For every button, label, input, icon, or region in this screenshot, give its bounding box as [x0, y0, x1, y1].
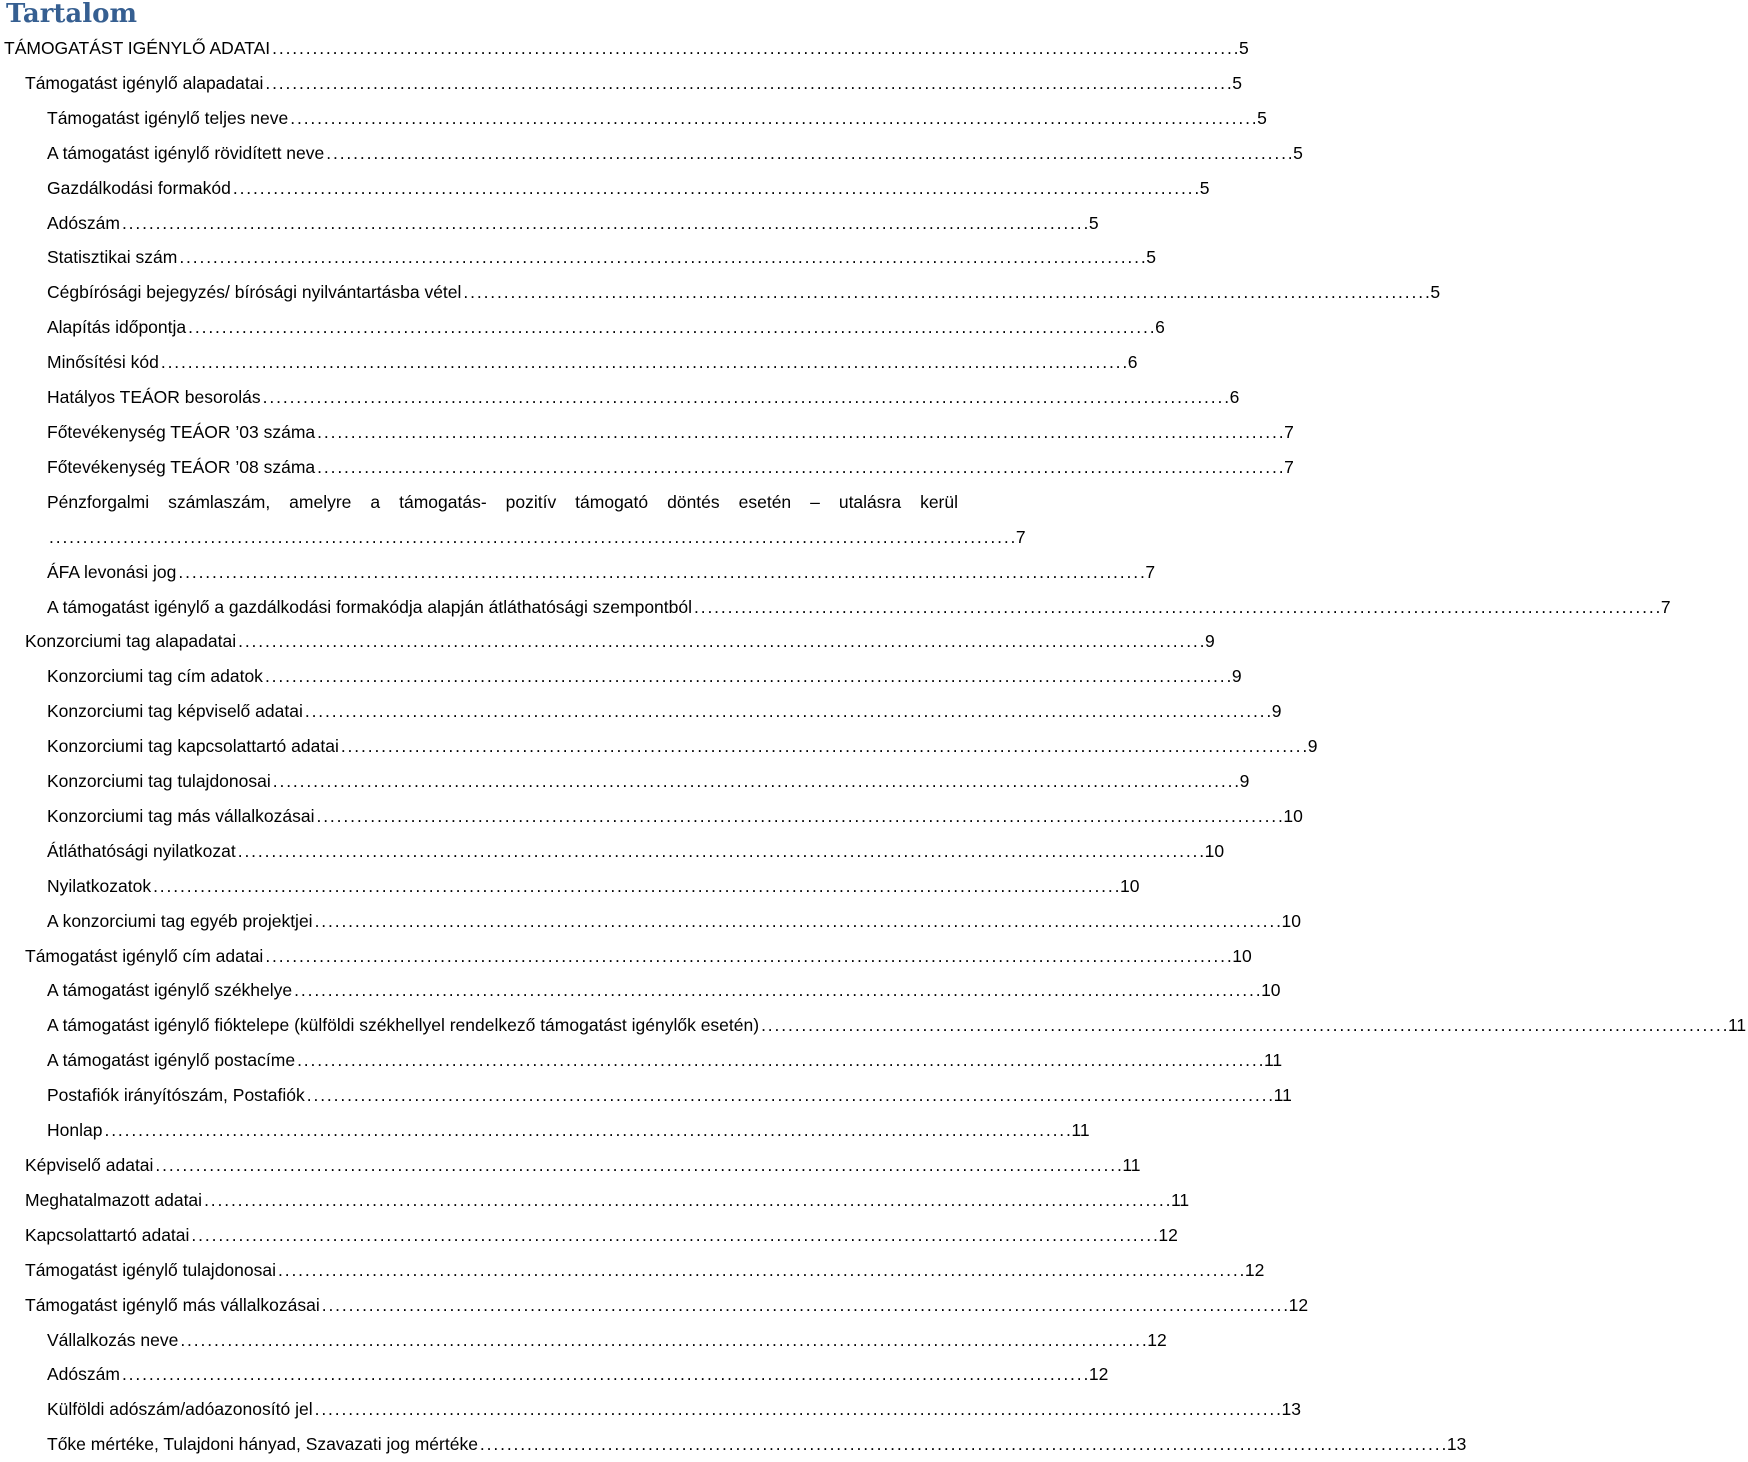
toc-entry[interactable] — [0, 624, 1215, 659]
toc-entry[interactable] — [0, 1078, 1292, 1113]
toc-entry-label: Konzorciumi tag tulajdonosai — [47, 771, 271, 792]
toc-entry-page-number: 6 — [1229, 387, 1240, 408]
dot-leader — [120, 206, 1087, 241]
toc-entry-page-number: 5 — [1257, 107, 1267, 128]
dot-leader — [292, 973, 1259, 1008]
dot-leader — [263, 659, 1230, 694]
toc-entry[interactable] — [0, 973, 1281, 1008]
toc-entry-page-number: 11 — [1273, 1085, 1292, 1106]
dot-leader — [314, 799, 1281, 834]
dot-leader — [303, 694, 1270, 729]
toc-entry[interactable] — [0, 869, 1140, 904]
dot-leader — [478, 1427, 1445, 1462]
toc-entry[interactable] — [0, 31, 1249, 66]
toc-entry-label: Kapcsolattartó adatai — [25, 1224, 190, 1245]
toc-entry-label: TÁMOGATÁST IGÉNYLŐ ADATAI — [4, 38, 271, 58]
toc-entry[interactable] — [0, 939, 1252, 974]
toc-entry-page-number: 13 — [1281, 1399, 1301, 1420]
toc-entry-page-number: 9 — [1271, 701, 1282, 722]
dot-leader — [261, 380, 1228, 415]
toc-entry-page-number: 12 — [1288, 1294, 1309, 1315]
toc-entry-label: Konzorciumi tag más vállalkozásai — [47, 805, 315, 826]
toc-entry-page-number: 11 — [1728, 1015, 1747, 1036]
toc-entry-label: Képviselő adatai — [25, 1155, 154, 1176]
dot-leader — [305, 1078, 1272, 1113]
dot-leader — [202, 1183, 1169, 1218]
dot-leader — [177, 240, 1144, 275]
toc-entry-label: Konzorciumi tag kapcsolattartó adatai — [47, 736, 339, 757]
toc-entry[interactable] — [0, 694, 1282, 729]
toc-entry[interactable] — [0, 1253, 1265, 1288]
toc-entry[interactable] — [0, 1183, 1190, 1218]
toc-entry-label: Postafiók irányítószám, Postafiók — [47, 1085, 305, 1106]
toc-entry-page-number: 5 — [1232, 72, 1243, 93]
toc-entry-label: Főtevékenység TEÁOR ’03 száma — [47, 421, 316, 442]
toc-entry[interactable] — [0, 1218, 1178, 1253]
dot-leader — [176, 555, 1143, 590]
dot-leader — [315, 450, 1282, 485]
toc-entry-page-number: 10 — [1283, 805, 1303, 826]
toc-entry-label: A támogatást igénylő postacíme — [47, 1050, 296, 1071]
dot-leader — [47, 520, 1014, 555]
toc-entry-page-number: 6 — [1127, 352, 1138, 373]
toc-entry[interactable] — [0, 1323, 1167, 1358]
toc-entry-label: Alapítás időpontja — [47, 317, 187, 338]
toc-entry-label: Támogatást igénylő teljes neve — [47, 107, 289, 128]
toc-entry-label: Adószám — [47, 212, 120, 233]
toc-entry-label: ÁFA levonási jog — [47, 561, 177, 582]
toc-entry[interactable] — [0, 240, 1156, 275]
toc-entry[interactable] — [0, 101, 1267, 136]
toc-entry[interactable] — [0, 206, 1099, 241]
toc-entry-page-number: 7 — [1145, 561, 1156, 582]
toc-entry[interactable] — [0, 659, 1242, 694]
toc-entry[interactable] — [0, 904, 1301, 939]
dot-leader — [692, 590, 1659, 625]
toc-entry[interactable] — [0, 834, 1225, 869]
toc-entry-page-number: 5 — [1293, 142, 1303, 163]
toc-entry-label: Hatályos TEÁOR besorolás — [47, 387, 261, 408]
toc-entry-label: Minősítési kód — [47, 352, 159, 373]
toc-entry-page-number: 9 — [1231, 666, 1242, 687]
toc-entry-label: Nyilatkozatok — [47, 875, 152, 896]
toc-entry-label: Támogatást igénylő más vállalkozásai — [25, 1294, 320, 1315]
toc-entry-page-number: 5 — [1430, 282, 1441, 303]
toc-entry[interactable] — [0, 66, 1243, 101]
toc-entry-page-number: 10 — [1261, 980, 1281, 1001]
dot-leader — [236, 624, 1203, 659]
dot-leader — [153, 1148, 1120, 1183]
toc-entry-page-number: 10 — [1232, 945, 1252, 966]
toc-entry[interactable] — [0, 590, 1671, 625]
toc-entry[interactable] — [0, 310, 1165, 345]
toc-entry-page-number: 5 — [1146, 247, 1156, 268]
toc-entry-page-number: 12 — [1158, 1224, 1178, 1245]
dot-leader — [270, 31, 1237, 66]
toc-entry-label: A támogatást igénylő székhelye — [47, 980, 293, 1001]
dot-leader — [186, 310, 1153, 345]
toc-entry-label: Támogatást igénylő alapadatai — [25, 72, 264, 93]
toc-entry-label: Átláthatósági nyilatkozat — [47, 840, 236, 861]
dot-leader — [236, 834, 1203, 869]
table-of-contents — [0, 31, 1747, 1462]
toc-entry-page-number: 11 — [1170, 1189, 1190, 1210]
dot-leader — [313, 904, 1280, 939]
toc-entry[interactable] — [0, 1427, 1467, 1462]
dot-leader — [263, 939, 1230, 974]
toc-entry-label: Meghatalmazott adatai — [25, 1189, 203, 1210]
dot-leader — [276, 1253, 1243, 1288]
dot-leader — [295, 1043, 1262, 1078]
toc-entry-label: A támogatást igénylő rövidített neve — [47, 142, 325, 163]
toc-entry-label: Honlap — [47, 1120, 103, 1141]
toc-entry-label: Statisztikai szám — [47, 247, 178, 268]
toc-entry[interactable] — [0, 450, 1294, 485]
toc-title: Tartalom — [6, 0, 137, 29]
toc-entry-label: Konzorciumi tag alapadatai — [25, 631, 237, 652]
toc-entry[interactable] — [0, 1008, 1747, 1043]
toc-entry-label: Konzorciumi tag cím adatok — [47, 666, 263, 687]
toc-entry-label: Vállalkozás neve — [47, 1329, 179, 1350]
dot-leader — [102, 1113, 1069, 1148]
toc-entry-label: A támogatást igénylő a gazdálkodási formakódja alapján átláthatósági szempontból — [47, 596, 692, 617]
toc-entry-page-number: 7 — [1284, 421, 1294, 442]
dot-leader — [759, 1008, 1726, 1043]
toc-entry-label: Külföldi adószám/adóazonosító jel — [47, 1399, 313, 1420]
dot-leader — [231, 171, 1198, 206]
dot-leader — [461, 275, 1428, 310]
toc-entry-label: Főtevékenység TEÁOR ’08 száma — [47, 456, 316, 477]
toc-entry-label: Tőke mértéke, Tulajdoni hányad, Szavazati jog mértéke — [47, 1434, 478, 1455]
toc-entry[interactable] — [0, 415, 1294, 450]
toc-entry-page-number: 7 — [1284, 456, 1294, 477]
toc-entry[interactable] — [0, 764, 1250, 799]
toc-entry-page-number: 10 — [1120, 875, 1140, 896]
dot-leader — [189, 1218, 1156, 1253]
toc-entry-page-number: 9 — [1239, 771, 1250, 792]
toc-entry[interactable] — [0, 380, 1240, 415]
toc-entry[interactable] — [0, 1043, 1283, 1078]
toc-entry-page-number: 9 — [1307, 736, 1318, 757]
toc-entry-label: Támogatást igénylő tulajdonosai — [25, 1259, 276, 1280]
toc-entry-page-number: 13 — [1446, 1434, 1467, 1455]
toc-entry-label: Gazdálkodási formakód — [47, 177, 231, 198]
toc-entry[interactable] — [0, 1357, 1109, 1392]
toc-entry[interactable] — [0, 1113, 1090, 1148]
dot-leader — [263, 66, 1230, 101]
dot-leader — [324, 136, 1291, 171]
dot-leader — [120, 1357, 1087, 1392]
toc-entry-page-number: 11 — [1263, 1050, 1283, 1071]
dot-leader — [320, 1288, 1287, 1323]
toc-entry[interactable] — [0, 555, 1156, 590]
toc-entry-label: Konzorciumi tag képviselő adatai — [47, 701, 303, 722]
toc-entry-page-number: 9 — [1205, 631, 1215, 652]
toc-entry-page-number: 11 — [1122, 1155, 1141, 1176]
toc-entry[interactable] — [0, 171, 1210, 206]
toc-entry-page-number: 12 — [1244, 1259, 1265, 1280]
toc-entry-page-number: 10 — [1281, 910, 1301, 931]
dot-leader — [315, 415, 1282, 450]
toc-entry[interactable] — [0, 485, 1026, 555]
toc-entry[interactable] — [0, 729, 1318, 764]
dot-leader — [339, 729, 1306, 764]
toc-entry-label: Támogatást igénylő cím adatai — [25, 945, 264, 966]
toc-entry-page-number: 6 — [1155, 317, 1165, 338]
toc-entry[interactable] — [0, 1148, 1141, 1183]
toc-entry-label: Pénzforgalmi számlaszám, amelyre a támogatás- pozitív támogató döntés esetén – utalásra kerül — [47, 491, 958, 512]
toc-entry-label: A konzorciumi tag egyéb projektjei — [47, 910, 313, 931]
toc-entry[interactable] — [0, 1392, 1301, 1427]
toc-entry-page-number: 11 — [1071, 1120, 1090, 1141]
toc-entry-page-number: 5 — [1088, 212, 1099, 233]
toc-entry-page-number: 7 — [1660, 596, 1671, 617]
toc-entry-page-number: 12 — [1088, 1364, 1109, 1385]
toc-entry-page-number: 10 — [1204, 840, 1225, 861]
toc-entry[interactable] — [0, 136, 1303, 171]
toc-entry-page-number: 5 — [1199, 177, 1210, 198]
toc-entry-label: A támogatást igénylő fióktelepe (külföldi székhellyel rendelkező támogatást igénylők esetén) — [47, 1015, 760, 1036]
dot-leader — [151, 869, 1118, 904]
toc-entry[interactable] — [0, 345, 1138, 380]
toc-entry[interactable] — [0, 275, 1441, 310]
dot-leader — [288, 101, 1255, 136]
dot-leader — [178, 1323, 1145, 1358]
toc-entry-label: Adószám — [47, 1364, 120, 1385]
dot-leader — [271, 764, 1238, 799]
toc-entry-page-number: 12 — [1147, 1329, 1167, 1350]
toc-entry[interactable] — [0, 799, 1303, 834]
toc-entry-label: Cégbírósági bejegyzés/ bírósági nyilvántartásba vétel — [47, 282, 462, 303]
dot-leader — [313, 1392, 1280, 1427]
toc-entry-page-number: 5 — [1239, 38, 1249, 58]
toc-entry-page-number: 7 — [1015, 526, 1026, 547]
dot-leader — [159, 345, 1126, 380]
toc-entry[interactable] — [0, 1288, 1309, 1323]
